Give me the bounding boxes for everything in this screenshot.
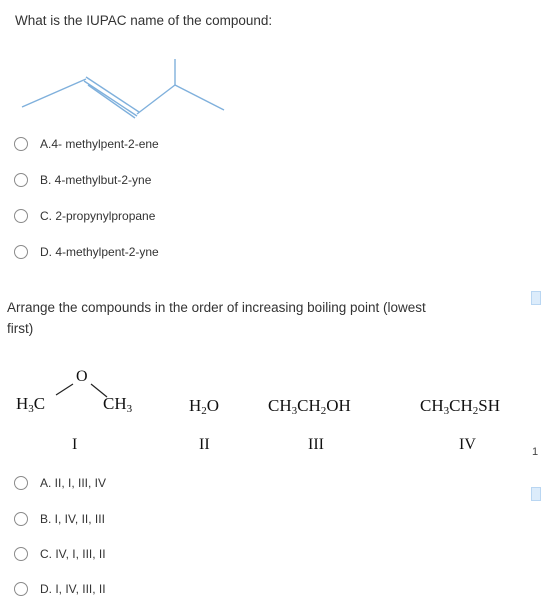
radio-button[interactable] xyxy=(14,245,28,259)
q2-option-d-label: D. I, IV, III, II xyxy=(40,582,106,596)
compound-3-ethanol: $CH_3CH_2OH$ xyxy=(268,396,351,417)
radio-button[interactable] xyxy=(14,209,28,223)
q2-option-b[interactable] xyxy=(14,509,105,529)
q1-option-d-label: D. 4-methylpent-2-yne xyxy=(40,245,159,259)
q2-option-c[interactable] xyxy=(14,544,106,564)
q2-option-a-label: A. II, I, III, IV xyxy=(40,476,107,490)
q2-option-b-label: B. I, IV, II, III xyxy=(40,512,105,526)
alkyne-structure xyxy=(20,55,230,120)
q1-option-d[interactable] xyxy=(14,242,159,262)
compound-2-numeral: II xyxy=(199,436,210,453)
q2-option-c-label: C. IV, I, III, II xyxy=(40,547,106,561)
q1-option-c-label: C. 2-propynylpropane xyxy=(40,209,156,223)
side-mark-text: 1 xyxy=(532,446,539,458)
q1-option-b-label: B. 4-methylbut-2-yne xyxy=(40,173,152,187)
compound-2-water: $H_2O$ xyxy=(189,396,220,417)
radio-button[interactable] xyxy=(14,137,28,151)
compound-1-numeral: I xyxy=(72,436,78,453)
compound-3-numeral: III xyxy=(308,436,324,453)
side-marker-2 xyxy=(531,487,541,501)
radio-button[interactable] xyxy=(14,547,28,561)
radio-button[interactable] xyxy=(14,582,28,596)
q2-option-a[interactable] xyxy=(14,473,106,493)
compound-4-numeral: IV xyxy=(459,436,476,453)
compound-4-ethanethiol: $CH_3CH_2SH$ xyxy=(420,396,500,417)
compound-1-left-methyl: $H_3C$ xyxy=(16,394,46,415)
ether-bonds xyxy=(55,376,110,406)
q1-option-a[interactable] xyxy=(14,134,159,154)
compound-1-right-methyl: $CH_3$ xyxy=(103,394,133,415)
q1-option-a-label: A.4- methylpent-2-ene xyxy=(40,137,159,151)
compound-1-oxygen: O xyxy=(76,368,88,385)
q1-option-b[interactable] xyxy=(14,170,151,190)
radio-button[interactable] xyxy=(14,476,28,490)
q2-option-d[interactable] xyxy=(14,579,106,599)
q1-option-c[interactable] xyxy=(14,206,155,226)
side-marker xyxy=(531,291,541,305)
radio-button[interactable] xyxy=(14,512,28,526)
question-2-prompt-line-1: Arrange the compounds in the order of increasing boiling point (lowest xyxy=(7,300,426,315)
radio-button[interactable] xyxy=(14,173,28,187)
question-2-prompt-line-2: first) xyxy=(7,321,34,336)
question-1-prompt: What is the IUPAC name of the compound: xyxy=(15,13,273,28)
